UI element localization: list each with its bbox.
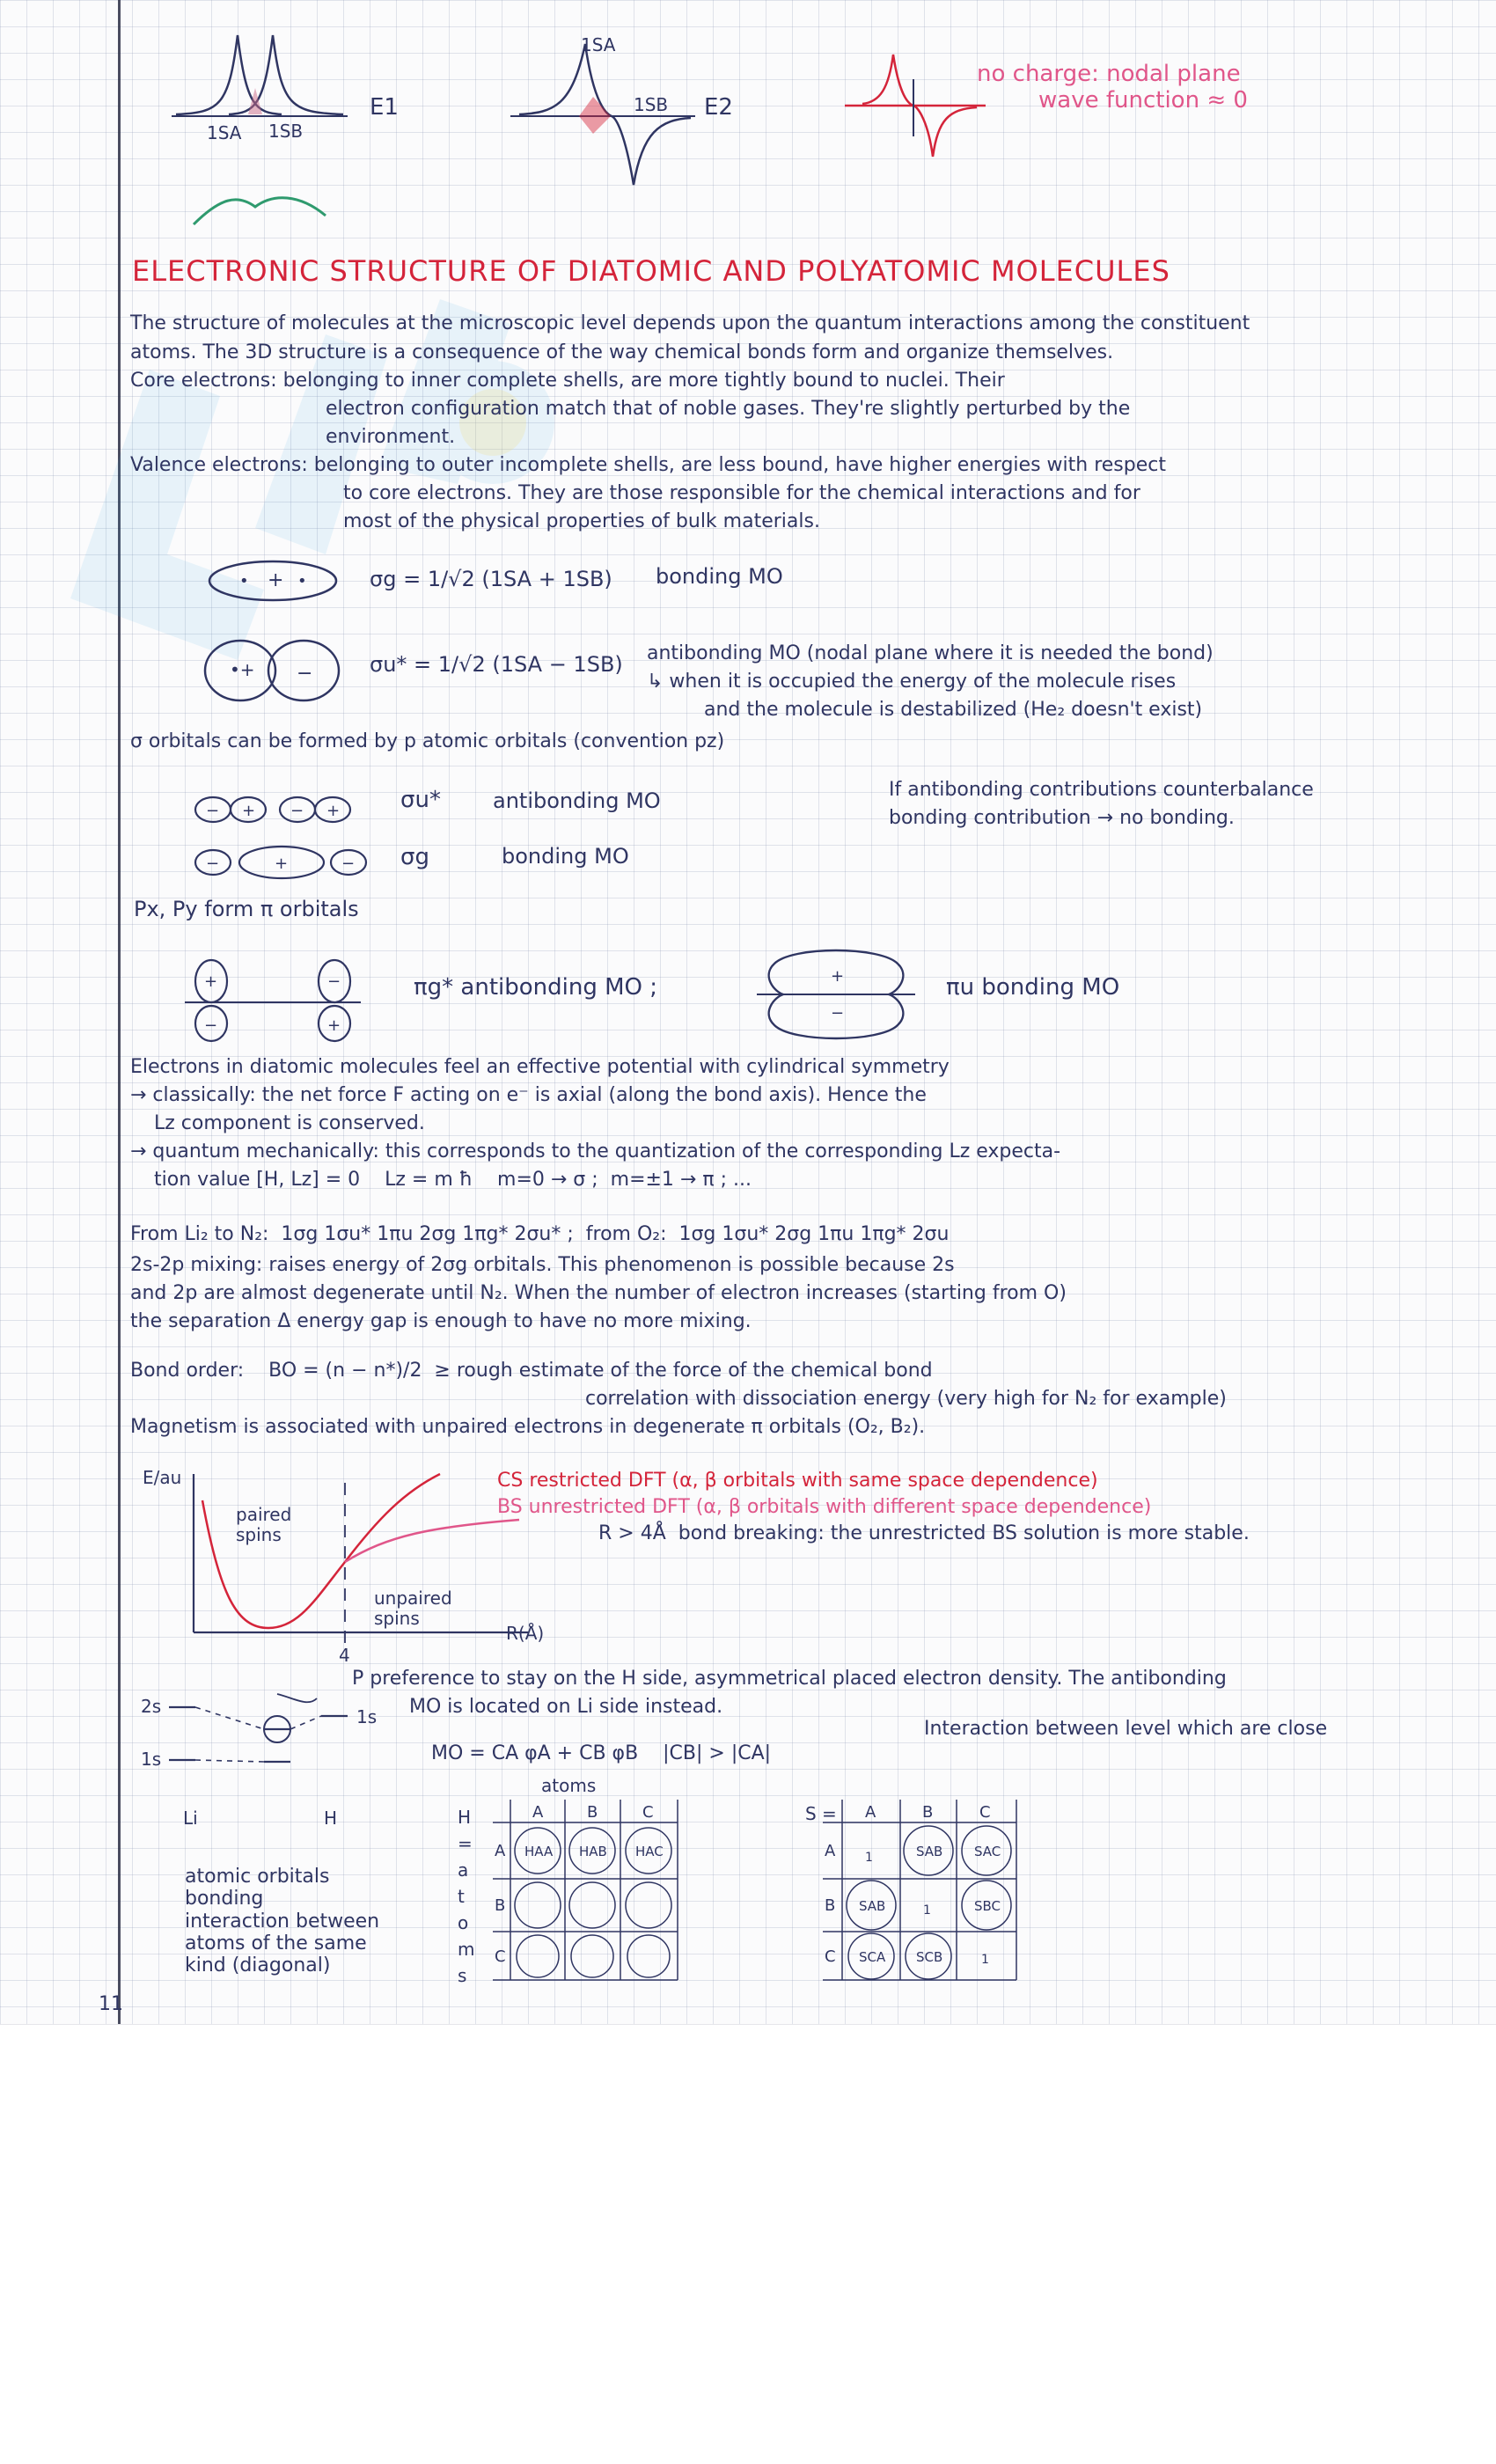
svg-text:C: C	[825, 1947, 836, 1966]
svg-text:1: 1	[981, 1953, 989, 1967]
diatomic-line-1: Electrons in diatomic molecules feel an effective potential with cylindrical symmetry	[130, 1056, 950, 1078]
graph-ylabel: E/au	[143, 1467, 182, 1488]
sigma-u-orbital-drawing	[198, 635, 348, 706]
nodal-note-2: wave function ≈ 0	[1038, 87, 1248, 114]
intro-line-2: atoms. The 3D structure is a consequence of the way chemical bonds form and organize themselves.	[130, 341, 1114, 363]
counterbalance-note-2: bonding contribution → no bonding.	[889, 807, 1235, 829]
svg-text:A: A	[495, 1842, 506, 1860]
pi-bonding-label: πu bonding MO	[946, 974, 1120, 1001]
s-matrix	[823, 1800, 1025, 1984]
intro-line-8: most of the physical properties of bulk materials.	[343, 510, 820, 532]
h-matrix-side-label: H = a t o m s	[458, 1807, 475, 1986]
graph-bs-label: BS unrestricted DFT (α, β orbitals with different space dependence)	[497, 1496, 1152, 1518]
lih-li-label: Li	[183, 1808, 198, 1829]
svg-text:1: 1	[865, 1851, 873, 1865]
config-line-3: and 2p are almost degenerate until N₂. When the number of electron increases (starting from O)	[130, 1282, 1067, 1304]
pz-antibonding-label: antibonding MO	[493, 788, 661, 813]
diatomic-line-5: tion value [H, Lz] = 0 Lz = m ħ m=0 → σ ; m=±1 → π ; ...	[154, 1169, 752, 1191]
s-cell-bc: SBC	[974, 1898, 1001, 1914]
pi-antibonding-drawing	[185, 955, 378, 1043]
sigma-u-note-2: and the molecule is destabilized (He₂ doesn't exist)	[704, 699, 1203, 721]
svg-text:+: +	[204, 972, 218, 991]
lih-h-label: H	[324, 1808, 338, 1829]
h-cell-aa: HAA	[524, 1844, 554, 1859]
magnetism-line: Magnetism is associated with unpaired electrons in degenerate π orbitals (O₂, B₂).	[130, 1416, 926, 1438]
lih-level-1s-right: 1s	[356, 1706, 378, 1727]
svg-text:C: C	[495, 1947, 506, 1966]
svg-text:+: +	[275, 854, 289, 873]
bond-order-line-2: correlation with dissociation energy (very high for N₂ for example)	[585, 1388, 1227, 1410]
graph-unpaired-label: unpaired spins	[374, 1588, 452, 1629]
svg-text:+: +	[326, 802, 341, 820]
svg-text:•+: •+	[230, 659, 255, 680]
svg-text:+: +	[327, 1016, 341, 1035]
graph-cs-label: CS restricted DFT (α, β orbitals with same space dependence)	[497, 1470, 1098, 1492]
pz-antibonding-drawing	[194, 788, 370, 832]
svg-text:A: A	[865, 1803, 876, 1822]
graph-x-tick: 4	[339, 1645, 350, 1666]
svg-text:−: −	[204, 1016, 218, 1035]
page-number: 11	[99, 1993, 123, 2015]
s-cell-ba: SAB	[859, 1898, 886, 1914]
sigma-u-note-1: ↳ when it is occupied the energy of the molecule rises	[647, 671, 1177, 693]
lih-close-note: Interaction between level which are close	[924, 1718, 1328, 1740]
graph-xlabel: R(Å)	[506, 1623, 545, 1644]
svg-text:−: −	[831, 1004, 845, 1023]
svg-text:B: B	[587, 1803, 598, 1822]
sigma-u-label: antibonding MO (nodal plane where it is needed the bond)	[647, 642, 1214, 664]
graph-note: R > 4Å bond breaking: the unrestricted BS solution is more stable.	[598, 1522, 1250, 1544]
svg-text:•: •	[239, 572, 249, 590]
svg-text:C: C	[979, 1803, 991, 1822]
s-cell-ca: SCA	[859, 1949, 886, 1965]
label-e1: E1	[370, 94, 399, 121]
bond-order-line-1: Bond order: BO = (n − n*)/2 ≥ rough estimate of the force of the chemical bond	[130, 1360, 933, 1382]
diatomic-line-4: → quantum mechanically: this corresponds to the quantization of the corresponding Lz expecta-	[130, 1140, 1061, 1162]
config-line-1: From Li₂ to N₂: 1σg 1σu* 1πu 2σg 1πg* 2σu* ; from O₂: 1σg 1σu* 2σg 1πu 1πg* 2σu	[130, 1223, 950, 1245]
matrix-note: atomic orbitals bonding interaction between atoms of the same kind (diagonal)	[185, 1866, 380, 1977]
svg-text:B: B	[495, 1896, 506, 1915]
svg-text:•: •	[297, 572, 307, 590]
svg-text:A: A	[532, 1803, 544, 1822]
h-matrix	[493, 1800, 686, 1984]
svg-text:−: −	[297, 663, 313, 685]
svg-text:B: B	[922, 1803, 934, 1822]
svg-text:+: +	[242, 802, 256, 820]
label-1sa-e1: 1SA	[207, 122, 242, 143]
svg-text:C: C	[642, 1803, 654, 1822]
pi-bonding-drawing	[757, 946, 915, 1043]
svg-text:B: B	[825, 1896, 836, 1915]
s-cell-ab: SAB	[916, 1844, 943, 1859]
label-e2: E2	[704, 94, 733, 121]
lih-mo-formula: MO = CA φA + CB φB |CB| > |CA|	[431, 1742, 772, 1764]
s-matrix-side-label: S =	[805, 1803, 837, 1824]
svg-text:−: −	[327, 972, 341, 991]
svg-text:−: −	[206, 802, 220, 820]
s-cell-cb: SCB	[916, 1949, 943, 1965]
svg-text:A: A	[825, 1842, 836, 1860]
sigma-g-formula: σg = 1/√2 (1SA + 1SB)	[370, 567, 612, 591]
intro-line-4: electron configuration match that of noble gases. They're slightly perturbed by the	[326, 398, 1131, 420]
graph-paired-label: paired spins	[236, 1504, 292, 1545]
dissociation-graph	[141, 1465, 546, 1654]
sigma-p-line: σ orbitals can be formed by p atomic orbitals (convention pz)	[130, 730, 725, 752]
intro-line-6: Valence electrons: belonging to outer incomplete shells, are less bound, have higher energies with respect	[130, 454, 1166, 476]
sigma-u-formula: σu* = 1/√2 (1SA − 1SB)	[370, 652, 623, 677]
config-line-4: the separation Δ energy gap is enough to have no more mixing.	[130, 1310, 752, 1332]
intro-line-5: environment.	[326, 426, 456, 448]
sigma-g-label: bonding MO	[656, 564, 783, 589]
svg-text:−: −	[206, 854, 220, 873]
svg-text:+: +	[268, 569, 284, 591]
h-cell-ab: HAB	[579, 1844, 607, 1859]
label-1sa-e2: 1SA	[581, 34, 616, 55]
h-cell-ac: HAC	[635, 1844, 664, 1859]
diatomic-line-3: Lz component is conserved.	[154, 1112, 425, 1134]
diatomic-line-2: → classically: the net force F acting on e⁻ is axial (along the bond axis). Hence the	[130, 1084, 927, 1106]
section-title: ELECTRONIC STRUCTURE OF DIATOMIC AND POLYATOMIC MOLECULES	[132, 254, 1170, 288]
intro-line-1: The structure of molecules at the microscopic level depends upon the quantum interactions among the constituent	[130, 312, 1250, 334]
counterbalance-note-1: If antibonding contributions counterbalance	[889, 779, 1314, 801]
sigma-g-orbital-drawing	[202, 554, 343, 607]
pz-antibonding-symbol: σu*	[400, 787, 441, 813]
lih-pref-line-1: P preference to stay on the H side, asymmetrical placed electron density. The antibonding	[352, 1668, 1227, 1690]
margin-line	[118, 0, 121, 2024]
intro-line-3: Core electrons: belonging to inner complete shells, are more tightly bound to nuclei. Their	[130, 370, 1005, 392]
svg-text:−: −	[290, 802, 304, 820]
pz-bonding-symbol: σg	[400, 844, 429, 870]
lih-pref-line-2: MO is located on Li side instead.	[409, 1696, 723, 1718]
label-1sb-e1: 1SB	[268, 121, 304, 142]
pi-antibonding-label: πg* antibonding MO ;	[414, 974, 658, 1001]
intro-line-7: to core electrons. They are those responsible for the chemical interactions and for	[343, 482, 1140, 504]
lih-level-2s: 2s	[141, 1696, 162, 1717]
pz-bonding-label: bonding MO	[502, 844, 629, 869]
matrix-atoms-label: atoms	[541, 1775, 597, 1796]
config-line-2: 2s-2p mixing: raises energy of 2σg orbitals. This phenomenon is possible because 2s	[130, 1254, 955, 1276]
pz-bonding-drawing	[194, 840, 370, 884]
nodal-note-1: no charge: nodal plane	[977, 61, 1241, 87]
svg-text:1: 1	[923, 1903, 931, 1918]
label-1sb-e2: 1SB	[634, 94, 669, 115]
e2-diagram	[502, 35, 730, 194]
svg-text:+: +	[831, 967, 845, 986]
svg-text:−: −	[341, 854, 356, 873]
pi-line: Px, Py form π orbitals	[134, 897, 359, 921]
s-cell-ac: SAC	[974, 1844, 1001, 1859]
lih-level-1s-left: 1s	[141, 1749, 162, 1770]
